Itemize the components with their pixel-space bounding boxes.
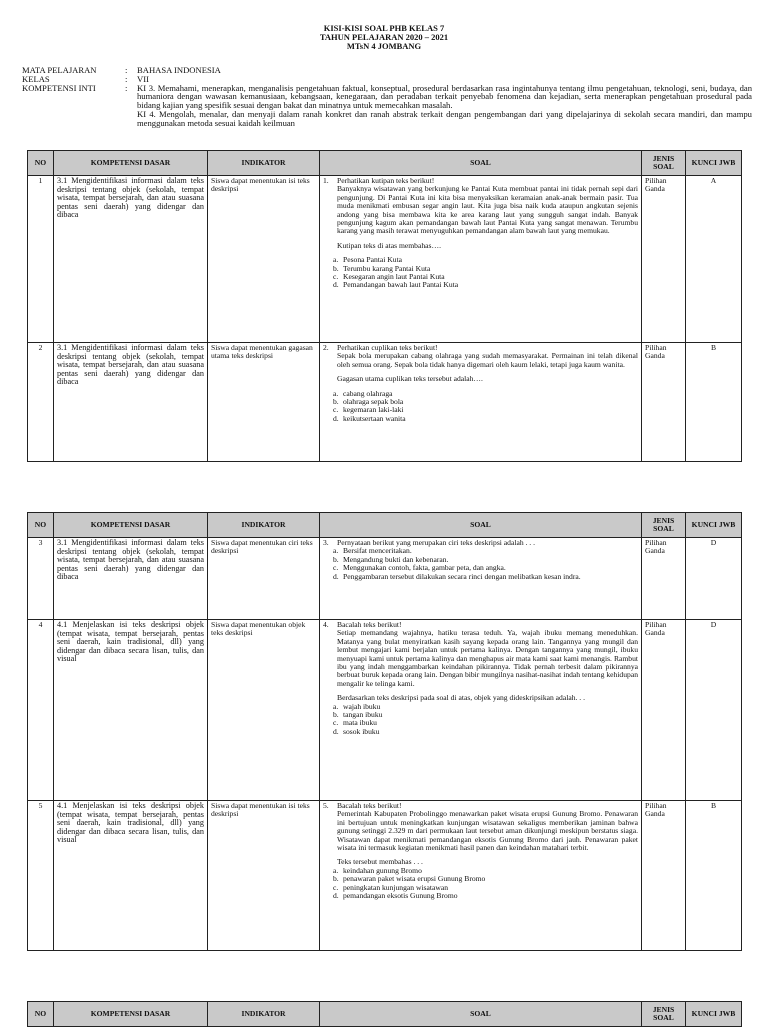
answer-options (323, 547, 638, 581)
option-letter: d. (333, 280, 339, 290)
table-row (28, 343, 742, 462)
answer-option (333, 415, 638, 423)
ki3-body: Memahami, menerapkan, menganalisis pengetahuan faktual, konseptual, prosedural berdasarkan rasa ingintahunya tentang ilmu pengetahuan, teknologi, seni, budaya, dan humaniora dengan wawasan kemanusiaan, kebangsaan, kenegaraan, dan peradaban terkait penyebab fenomena dan kejadian, serta menerapkan pengetahuan prosedural pada bidang kajian yang spesifik sesuai dengan bakat dan minatnya untuk memecahkan masalah. (137, 82, 752, 111)
competence-cell: 4.1 Menjelaskan isi teks deskripsi objek (tempat wisata, tempat bersejarah, pentas seni daerah, kain tradisional, dll) yang didengar dan dibaca secara lisan, tulis, dan visual (54, 620, 208, 801)
option-text: Terumbu karang Pantai Kuta (343, 263, 431, 273)
header-question: SOAL (320, 151, 642, 176)
header-competence: KOMPETENSI DASAR (54, 151, 208, 176)
option-letter: b. (333, 710, 339, 720)
header-answer-key: KUNCI JWB (686, 151, 742, 176)
competence-cell: 3.1 Mengidentifikasi informasi dalam teks deskripsi tentang objek (sekolah, tempat wisata, tempat bersejarah, dan atau suasana pentas seni daerah) yang didengar dan dibaca (54, 343, 208, 462)
option-text: cabang olahraga (343, 388, 393, 398)
separator-colon: : (125, 82, 128, 93)
header-no: NO (28, 513, 54, 538)
option-text: wajah ibuku (343, 701, 381, 711)
table-row (28, 620, 742, 801)
row-number: 2 (28, 343, 54, 462)
option-letter: a. (333, 388, 339, 398)
option-text: tangan ibuku (343, 710, 383, 720)
option-text: Penggambaran tersebut dilakukan secara rinci dengan melibatkan kesan indra. (343, 571, 581, 581)
indicator-cell: Siswa dapat menentukan isi teks deskripsi (208, 801, 320, 951)
question-passage: Setiap memandang wajahnya, hatiku terasa teduh. Ya, wajah ibuku memang meneduhkan. Matanya yang bulat menyiratkan kasih sayang kepada orang lain. Tangannya yang mungil dan lembut mengajari kami berjalan untuk pertama kalinya. Dengan tangannya yang mungil, ibuku menyuapi kami untuk pertama kalinya dan menghapus air mata kami saat kami menangis. Rambut ibu yang indah menggambarkan keindahan pikirannya. Tidak pernah terbesit dalam pikirannya berbuat buruk kepada orang lain. Dengan bibir mungilnya nasihat-nasihat indah tentang kehidupan mengalir ke telinga kami. (337, 628, 638, 688)
option-letter: a. (333, 865, 339, 875)
indicator-cell: Siswa dapat menentukan gagasan utama teks deskripsi (208, 343, 320, 462)
question-cell (320, 801, 642, 951)
answer-option (333, 573, 638, 581)
option-letter: b. (333, 397, 339, 407)
ki3-prefix: KI 3. (137, 82, 156, 93)
grid-table-section-1 (27, 150, 742, 462)
competence-cell: 3.1 Mengidentifikasi informasi dalam teks deskripsi tentang objek (sekolah, tempat wisata, tempat bersejarah, dan atau suasana pentas seni daerah) yang didengar dan dibaca (54, 176, 208, 343)
header-no: NO (28, 151, 54, 176)
answer-key-cell: D (686, 620, 742, 801)
answer-options (323, 867, 638, 901)
option-letter: c. (333, 882, 339, 892)
header-no: NO (28, 1002, 54, 1027)
option-text: Pesona Pantai Kuta (343, 255, 403, 265)
question-intro-text: Bacalah teks berikut! (337, 801, 402, 810)
question-type-cell: Pilihan Ganda (642, 538, 686, 620)
header-indicator: INDIKATOR (208, 513, 320, 538)
option-text: keikutsertaan wanita (343, 413, 406, 423)
answer-options (323, 390, 638, 424)
option-letter: d. (333, 726, 339, 736)
answer-key-cell: A (686, 176, 742, 343)
answer-key-cell: B (686, 801, 742, 951)
option-text: pemandangan eksotis Gunung Bromo (343, 891, 458, 901)
option-letter: c. (333, 272, 339, 282)
subject-label: MATA PELAJARAN (22, 65, 97, 75)
document-title: KISI-KISI SOAL PHB KELAS 7 (323, 23, 445, 33)
grid-table-section-3 (27, 1001, 742, 1027)
table-header-row (28, 1002, 742, 1027)
header-question-type: JENIS SOAL (642, 151, 686, 176)
meta-row-core-competence (22, 84, 752, 128)
core-competence-label: KOMPETENSI INTI (22, 82, 96, 93)
question-prompt: Teks tersebut membahas . . . (337, 857, 423, 867)
separator-colon: : (125, 73, 128, 84)
option-text: sosok ibuku (343, 726, 380, 736)
table-row (28, 538, 742, 620)
question-number: 5. (323, 801, 329, 810)
question-type-cell: Pilihan Ganda (642, 620, 686, 801)
header-question: SOAL (320, 513, 642, 538)
question-passage: Pemerintah Kabupaten Probolinggo menawarkan paket wisata erupsi Gunung Bromo. Penawaran ini bertujuan untuk meningkatkan kunjungan wisatawan sekaligus memberikan jaminan bahwa gunung setinggi 2.329 m dari permukaan laut tersebut aman dikunjungi meskipun berstatus siaga. Wisatawan dapat menikmati pemandangan eksotis Gunung Bromo dari jauh. Penawaran paket wisata ini termasuk kegiatan menikmati hasil panen dan keindahan matahari terbit. (337, 809, 638, 853)
header-answer-key: KUNCI JWB (686, 1002, 742, 1027)
question-passage: Sepak bola merupakan cabang olahraga yang sudah memasyarakat. Permainan ini telah dikenal oleh semua orang. Sepak bola tidak hanya digemari oleh kaum lelaki, tetapi juga kaum wanita. (337, 351, 638, 369)
header-question: SOAL (320, 1002, 642, 1027)
option-letter: c. (333, 563, 339, 573)
option-letter: c. (333, 405, 339, 415)
question-prompt: Berdasarkan teks deskripsi pada soal di atas, objek yang dideskripsikan adalah. . . (337, 693, 585, 703)
option-letter: d. (333, 571, 339, 581)
answer-option (333, 892, 638, 900)
header-competence: KOMPETENSI DASAR (54, 1002, 208, 1027)
question-number: 4. (323, 620, 329, 629)
option-letter: b. (333, 554, 339, 564)
competence-cell: 3.1 Mengidentifikasi informasi dalam teks deskripsi tentang objek (sekolah, tempat wisata, tempat bersejarah, dan atau suasana pentas seni daerah) yang didengar dan dibaca (54, 538, 208, 620)
document-header (0, 0, 768, 51)
option-text: Bersifat menceritakan. (343, 546, 412, 556)
answer-key-cell: D (686, 538, 742, 620)
option-text: Kesegaran angin laut Pantai Kuta (343, 272, 445, 282)
question-cell (320, 620, 642, 801)
indicator-cell: Siswa dapat menentukan ciri teks deskripsi (208, 538, 320, 620)
header-answer-key: KUNCI JWB (686, 513, 742, 538)
separator-colon: : (125, 65, 128, 75)
option-text: Menggunakan contoh, fakta, gambar peta, dan angka. (343, 563, 506, 573)
question-intro-text: Perhatikan kutipan teks berikut! (337, 176, 435, 185)
answer-option (333, 281, 638, 289)
option-letter: a. (333, 701, 339, 711)
option-letter: a. (333, 255, 339, 265)
header-question-type: JENIS SOAL (642, 1002, 686, 1027)
option-text: keindahan gunung Bromo (343, 865, 422, 875)
header-indicator: INDIKATOR (208, 1002, 320, 1027)
question-intro-text: Pernyataan berikut yang merupakan ciri teks deskripsi adalah . . . (337, 538, 536, 547)
header-question-type: JENIS SOAL (642, 513, 686, 538)
option-letter: d. (333, 413, 339, 423)
ki4-body: Mengolah, menalar, dan menyaji dalam ranah konkret dan ranah abstrak terkait dengan pengembangan dari yang dipelajarinya di sekolah secara mandiri, dan mampu menggunakan metoda sesuai kaidah keilmuan (137, 108, 752, 128)
academic-year: TAHUN PELAJARAN 2020 – 2021 (319, 32, 449, 42)
option-text: olahraga sepak bola (343, 397, 404, 407)
option-letter: d. (333, 891, 339, 901)
question-number: 2. (323, 343, 329, 352)
core-competence-value (137, 84, 752, 128)
ki3-text (137, 84, 752, 110)
header-competence: KOMPETENSI DASAR (54, 513, 208, 538)
option-letter: b. (333, 874, 339, 884)
row-number: 1 (28, 176, 54, 343)
school-name: MTsN 4 JOMBANG (346, 41, 422, 51)
indicator-cell: Siswa dapat menentukan objek teks deskripsi (208, 620, 320, 801)
ki4-prefix: KI 4. (137, 108, 156, 119)
table-row (28, 176, 742, 343)
question-type-cell: Pilihan Ganda (642, 343, 686, 462)
ki4-text (137, 110, 752, 128)
class-value: VII (137, 73, 149, 84)
class-label: KELAS (22, 73, 50, 84)
option-text: peningkatan kunjungan wisatawan (343, 882, 449, 892)
question-prompt: Kutipan teks di atas membahas…. (337, 240, 441, 250)
row-number: 5 (28, 801, 54, 951)
question-type-cell: Pilihan Ganda (642, 801, 686, 951)
table-row (28, 801, 742, 951)
option-letter: c. (333, 718, 339, 728)
subject-value: BAHASA INDONESIA (137, 65, 221, 75)
question-intro-text: Perhatikan cuplikan teks berikut! (337, 343, 438, 352)
question-cell (320, 343, 642, 462)
question-intro-text: Bacalah teks berikut! (337, 620, 402, 629)
header-indicator: INDIKATOR (208, 151, 320, 176)
question-type-cell: Pilihan Ganda (642, 176, 686, 343)
answer-options (323, 256, 638, 290)
table-header-row (28, 151, 742, 176)
option-text: kegemaran laki-laki (343, 405, 404, 415)
meta-row-subject (22, 66, 752, 75)
document-meta (22, 66, 752, 128)
question-prompt: Gagasan utama cuplikan teks tersebut adalah…. (337, 374, 483, 384)
option-text: Mengandung bukti dan kebenaran. (343, 554, 449, 564)
indicator-cell: Siswa dapat menentukan isi teks deskripsi (208, 176, 320, 343)
answer-key-cell: B (686, 343, 742, 462)
option-letter: b. (333, 263, 339, 273)
answer-option (333, 728, 638, 736)
grid-table-section-2 (27, 512, 742, 951)
question-cell (320, 176, 642, 343)
row-number: 4 (28, 620, 54, 801)
row-number: 3 (28, 538, 54, 620)
question-number: 3. (323, 538, 329, 547)
option-text: penawaran paket wisata erupsi Gunung Bromo (343, 874, 486, 884)
table-header-row (28, 513, 742, 538)
answer-options (323, 703, 638, 737)
question-passage: Banyaknya wisatawan yang berkunjung ke Pantai Kuta membuat pantai ini tidak pernah sepi dari pengunjung. Di Pantai Kuta ini kita bisa menyaksikan keramaian anak-anak bermain pasir. Tua muda menikmati embusan segar angin laut. Kita juga bisa naik kuda ataupun angkutan sejenis andong yang bisa membawa kita ke area karang laut yang sungguh sangat indah. Banyak pengunjung kagum akan pemandangan bawah laut Pantai Kuta yang sangat menawan. Terumbu karang yang masih terawat menyuguhkan pemandangan alam bawah laut yang memukau. (337, 184, 638, 236)
option-text: Pemandangan bawah laut Pantai Kuta (343, 280, 459, 290)
answer-option (333, 711, 638, 719)
option-letter: a. (333, 546, 339, 556)
question-cell (320, 538, 642, 620)
option-text: mata ibuku (343, 718, 377, 728)
competence-cell: 4.1 Menjelaskan isi teks deskripsi objek (tempat wisata, tempat bersejarah, pentas seni daerah, kain tradisional, dll) yang didengar dan dibaca secara lisan, tulis, dan visual (54, 801, 208, 951)
question-number: 1. (323, 176, 329, 185)
